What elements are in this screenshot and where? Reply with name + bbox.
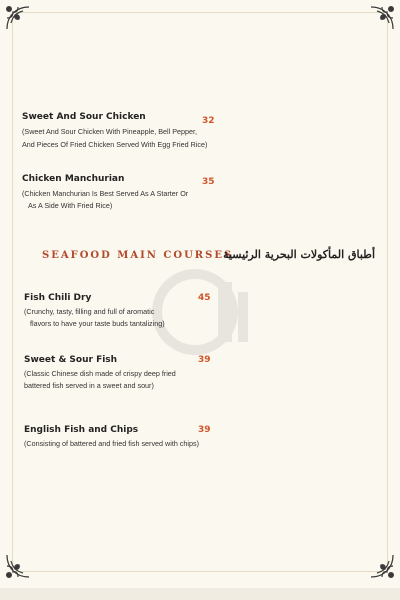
ornament-corner-icon — [4, 4, 32, 32]
item-price: 45 — [198, 293, 211, 303]
section-title-ar: أطباق المأكولات البحرية الرئيسية — [223, 248, 375, 261]
item-description: (Crunchy, tasty, filling and full of aromatic — [24, 307, 155, 316]
item-price: 39 — [198, 355, 211, 365]
item-price: 32 — [202, 116, 215, 126]
item-description: (Sweet And Sour Chicken With Pineapple, Bell Pepper, — [22, 127, 197, 136]
item-name: Sweet And Sour Chicken — [22, 112, 146, 122]
section-title: SEAFOOD MAIN COURSES — [42, 250, 234, 261]
logo-watermark-icon — [140, 262, 260, 362]
item-description: As A Side With Fried Rice) — [28, 201, 113, 210]
item-description: (Chicken Manchurian Is Best Served As A Starter Or — [22, 189, 189, 198]
item-name: Chicken Manchurian — [22, 174, 125, 184]
item-description: (Consisting of battered and fried fish served with chips) — [24, 439, 199, 448]
item-description: flavors to have your taste buds tantalizing) — [30, 319, 165, 328]
page-bottom-strip — [0, 588, 400, 600]
ornament-corner-icon — [368, 4, 396, 32]
item-name: Fish Chili Dry — [24, 293, 92, 303]
item-name: Sweet & Sour Fish — [24, 355, 118, 365]
item-description: And Pieces Of Fried Chicken Served With Egg Fried Rice) — [22, 140, 208, 149]
item-price: 35 — [202, 177, 215, 187]
ornament-corner-icon — [4, 552, 32, 580]
item-price: 39 — [198, 425, 211, 435]
item-name: English Fish and Chips — [24, 425, 139, 435]
ornament-corner-icon — [368, 552, 396, 580]
item-description: (Classic Chinese dish made of crispy deep fried — [24, 369, 176, 378]
item-description: battered fish served in a sweet and sour) — [24, 381, 154, 390]
